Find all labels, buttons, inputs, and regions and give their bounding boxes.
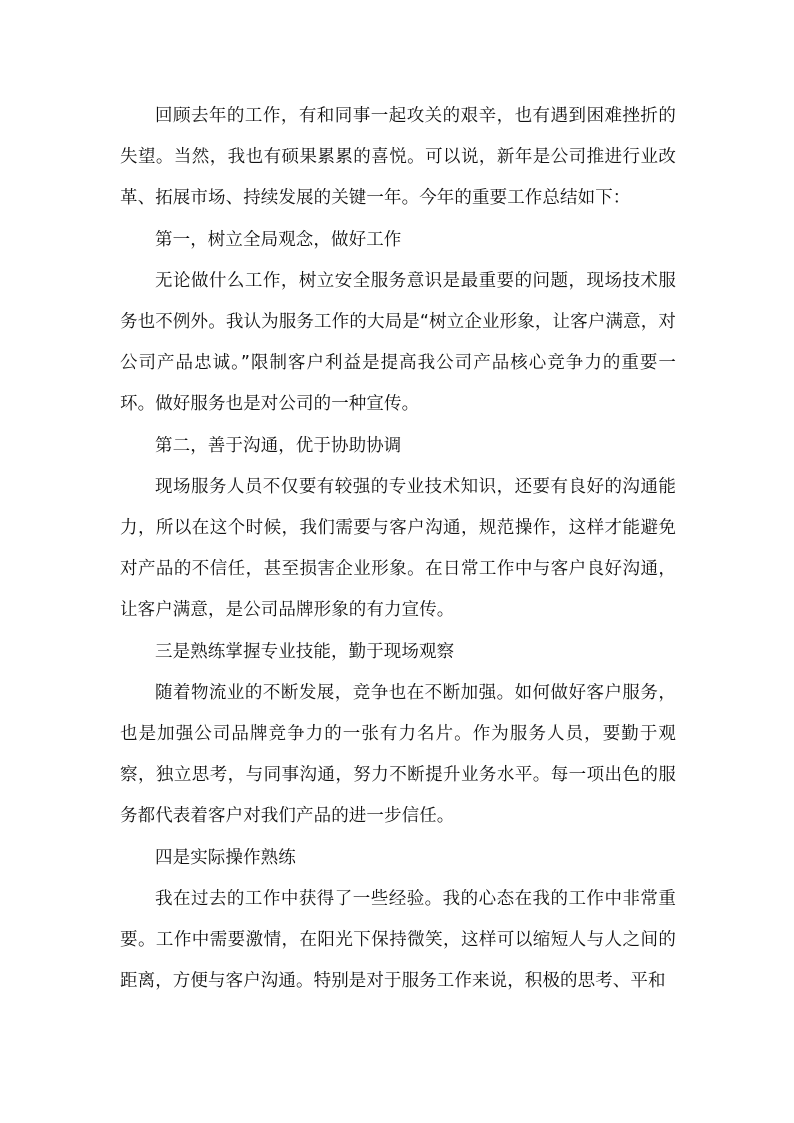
heading-third-point: 三是熟练掌握专业技能，勤于现场观察	[155, 641, 455, 662]
heading-fourth-point: 四是实际操作熟练	[155, 847, 296, 868]
paragraph-review: 回顾去年的工作，有和同事一起攻关的艰辛，也有遇到困难挫折的失望。当然，我也有硕果累累的喜悦。可以说，新年是公司推进行业改革、拓展市场、持续发展的关键一年。今年的重要工作总结如下：	[120, 106, 676, 209]
paragraph-communication: 现场服务人员不仅要有较强的专业技术知识，还要有良好的沟通能力，所以在这个时候，我们需要与客户沟通，规范操作，这样才能避免对产品的不信任，甚至损害企业形象。在日常工作中与客户良好沟通，让客户满意，是公司品牌形象的有力宣传。	[120, 476, 676, 621]
paragraph-experience: 我在过去的工作中获得了一些经验。我的心态在我的工作中非常重要。工作中需要激情，在阳光下保持微笑，这样可以缩短人与人之间的距离，方便与客户沟通。特别是对于服务工作来说，积极的思考、平和	[120, 888, 676, 992]
paragraph-safety-service: 无论做什么工作，树立安全服务意识是最重要的问题，现场技术服务也不例外。我认为服务工作的大局是“树立企业形象，让客户满意，对公司产品忠诚。”限制客户利益是提高我公司产品核心竞争力的重要一环。做好服务也是对公司的一种宣传。	[120, 270, 676, 415]
paragraph-skills: 随着物流业的不断发展，竞争也在不断加强。如何做好客户服务，也是加强公司品牌竞争力的一张有力名片。作为服务人员，要勤于观察，独立思考，与同事沟通，努力不断提升业务水平。每一项出色的服务都代表着客户对我们产品的进一步信任。	[120, 682, 676, 827]
heading-first-point: 第一，树立全局观念，做好工作	[155, 229, 402, 250]
heading-second-point: 第二，善于沟通，优于协助协调	[155, 435, 402, 456]
document-body	[120, 96, 676, 1002]
